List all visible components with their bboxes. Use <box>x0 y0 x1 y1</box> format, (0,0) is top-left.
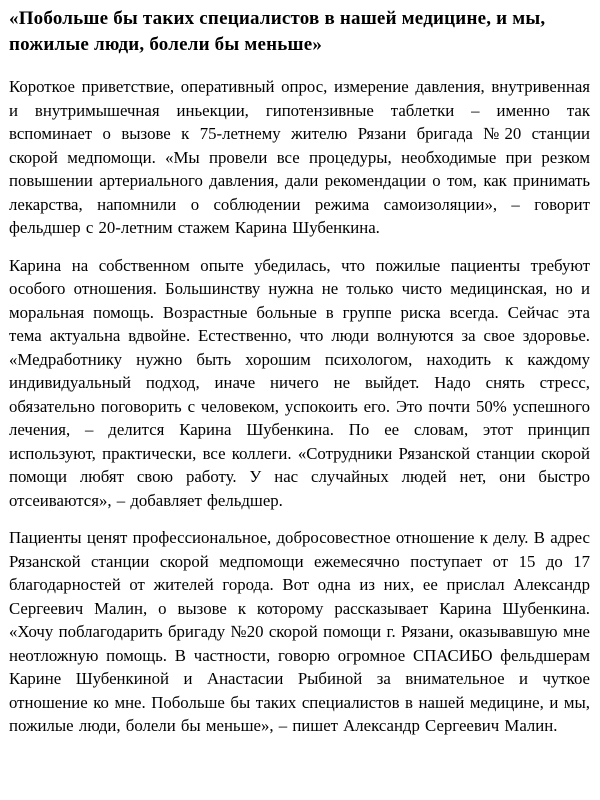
article-paragraph-3: Пациенты ценят профессиональное, добросовестное отношение к делу. В адрес Рязанской станции скорой медпомощи ежемесячно поступает от 15 до 17 благодарностей от жителей города. Вот одна из них, ее прислал Александр Сергеевич Малин, о вызове к которому рассказывает Карина Шубенкина. «Хочу поблагодарить бригаду №20 скорой помощи г. Рязани, оказывавшую мне неотложную помощь. В частности, говорю огромное СПАСИБО фельдшерам Карине Шубенкиной и Анастасии Рыбиной за внимательное и чуткое отношение ко мне. Побольше бы таких специалистов в нашей медицине, и мы, пожилые люди, болели бы меньше», – пишет Александр Сергеевич Малин. <box>9 528 590 736</box>
article-paragraph-1: Короткое приветствие, оперативный опрос, измерение давления, внутривенная и внутримышечная иньекции, гипотензивные таблетки – именно так вспоминает о вызове к 75-летнему жителю Рязани бригада №20 станции скорой медпомощи. «Мы провели все процедуры, необходимые при резком повышении артериального давления, дали рекомендации о том, как принимать лекарства, напомнили о соблюдении режима самоизоляции», – говорит фельдшер с 20-летним стажем Карина Шубенкина. <box>9 77 590 238</box>
article-title: «Побольше бы таких специалистов в нашей медицине, и мы, пожилые люди, болели бы меньше» <box>9 8 546 56</box>
article-paragraph-2: Карина на собственном опыте убедилась, что пожилые пациенты требуют особого отношения. Большинству нужна не только чисто медицинская, но и моральная помощь. Возрастные больные в группе риска всегда. Сейчас эта тема актуальна вдвойне. Естественно, что люди волнуются за свое здоровье. «Медработнику нужно быть хорошим психологом, находить к каждому индивидуальный подход, иначе ничего не выйдет. Надо снять стресс, обязательно поговорить с человеком, успокоить его. Это почти 50% успешного лечения, – делится Карина Шубенкина. По ее словам, этот принцип используют, практически, все коллеги. «Сотрудники Рязанской станции скорой помощи любят свою работу. У нас случайных людей нет, они быстро отсеиваются», – добавляет фельдшер. <box>9 255 590 510</box>
